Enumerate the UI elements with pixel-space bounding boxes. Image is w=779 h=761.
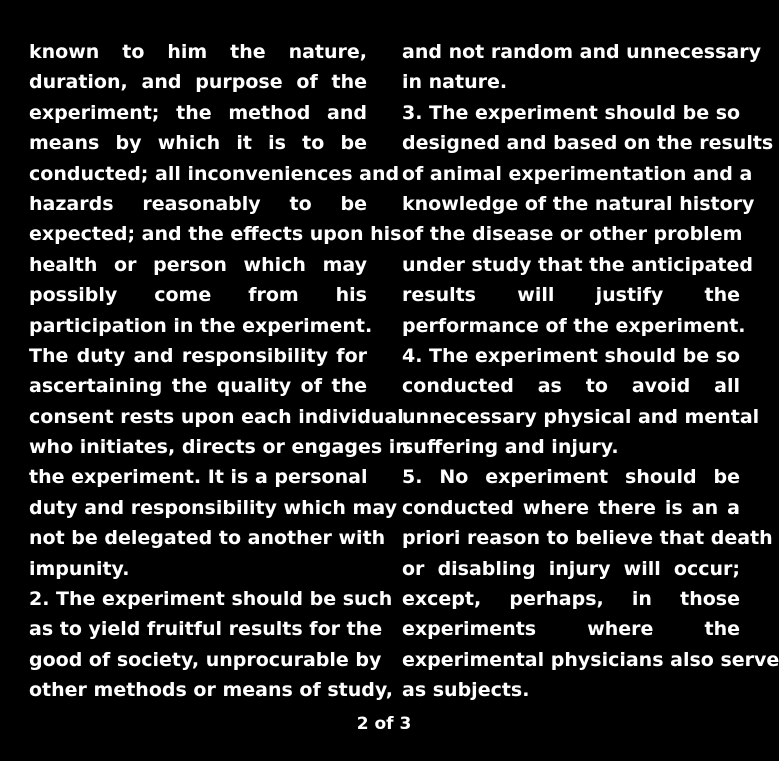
text-line: as subjects. — [402, 679, 530, 702]
text-line: in nature. — [402, 71, 508, 94]
text-line: 5. No experiment should be — [402, 466, 740, 489]
text-line: not be delegated to another with — [29, 527, 386, 550]
text-line: the experiment. It is a personal — [29, 466, 368, 489]
page-indicator: 2 of 3 — [356, 714, 412, 734]
text-line: results will justify the — [402, 284, 740, 307]
text-line: hazards reasonably to be — [29, 192, 367, 215]
left-text-column — [29, 37, 409, 706]
text-line: duration, and purpose of the — [29, 71, 367, 94]
text-line: 4. The experiment should be so — [402, 344, 741, 367]
text-line: duty and responsibility which may — [29, 496, 397, 519]
text-line: except, perhaps, in those — [402, 588, 740, 611]
text-line: The duty and responsibility for — [29, 344, 367, 367]
text-line: 2. The experiment should be such — [29, 588, 393, 611]
text-line: conducted; all inconveniences and — [29, 162, 400, 185]
text-line: priori reason to believe that death — [402, 527, 773, 550]
right-text-column — [402, 37, 779, 706]
text-line: health or person which may — [29, 253, 367, 276]
text-line: suffering and injury. — [402, 436, 619, 459]
text-line: or disabling injury will occur; — [402, 557, 740, 580]
text-line: of the disease or other problem — [402, 223, 743, 246]
text-line: expected; and the effects upon his — [29, 223, 402, 246]
text-line: known to him the nature, — [29, 41, 367, 63]
text-line: ascertaining the quality of the — [29, 375, 367, 398]
text-line: as to yield fruitful results for the — [29, 618, 383, 641]
text-line: unnecessary physical and mental — [402, 405, 760, 428]
text-line: designed and based on the results — [402, 132, 774, 155]
text-line: other methods or means of study, — [29, 679, 393, 702]
text-line: performance of the experiment. — [402, 314, 746, 337]
text-line: under study that the anticipated — [402, 253, 753, 276]
text-line: conducted as to avoid all — [402, 375, 740, 398]
text-line: participation in the experiment. — [29, 314, 373, 337]
text-line: good of society, unprocurable by — [29, 648, 382, 671]
text-line: consent rests upon each individual — [29, 405, 404, 428]
text-line: experiment; the method and — [29, 101, 367, 124]
text-line: 3. The experiment should be so — [402, 101, 741, 124]
text-line: means by which it is to be — [29, 132, 367, 155]
text-line: impunity. — [29, 557, 130, 580]
text-line: experimental physicians also serve — [402, 648, 779, 671]
text-line: knowledge of the natural history — [402, 192, 755, 215]
text-line: conducted where there is an a — [402, 496, 740, 519]
text-line: of animal experimentation and a — [402, 162, 753, 185]
text-line: possibly come from his — [29, 284, 367, 307]
text-line: and not random and unnecessary — [402, 41, 761, 63]
text-line: who initiates, directs or engages in — [29, 436, 409, 459]
text-line: experiments where the — [402, 618, 740, 641]
